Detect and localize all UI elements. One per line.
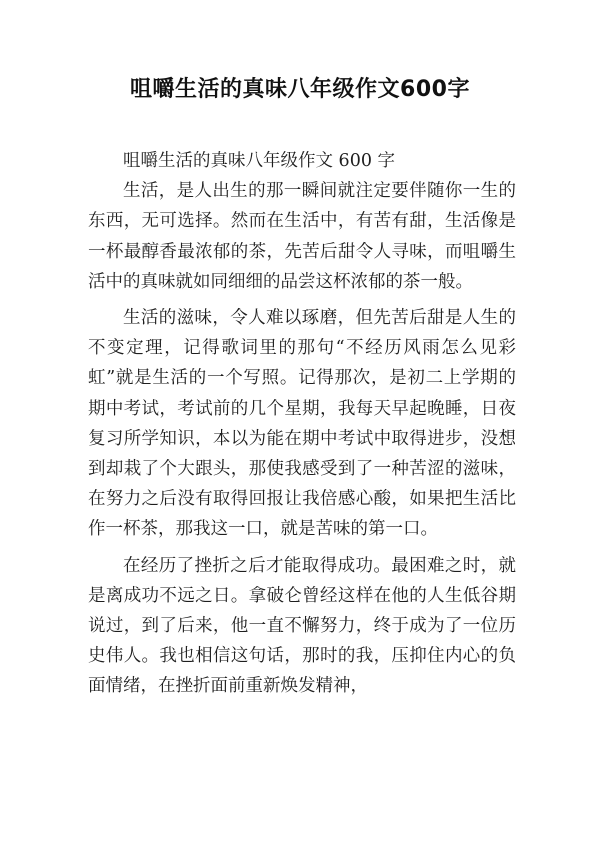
document-subtitle: 咀嚼生活的真味八年级作文 600 字 xyxy=(123,151,396,171)
paragraph: 生活，是人出生的那一瞬间就注定要伴随你一生的东西，无可选择。然而在生活中，有苦有甜，生活像是一杯最醇香最浓郁的茶，先苦后甜令人寻味，而咀嚼生活中的真味就如同细细的品尝这杯浓郁的茶一般。 xyxy=(88,181,516,292)
document-title: 咀嚼生活的真味八年级作文600字 xyxy=(130,77,470,102)
document-body xyxy=(88,146,516,708)
paragraph: 生活的滋味，令人难以琢磨，但先苦后甜是人生的不变定理，记得歌词里的那句“不经历风雨怎么见彩虹”就是生活的一个写照。记得那次，是初二上学期的期中考试，考试前的几个星期，我每天早起晚睡，日夜复习所学知识，本以为能在期中考试中取得进步，没想到却栽了个大跟头，那使我感受到了一种苦涩的滋味，在努力之后没有取得回报让我倍感心酸，如果把生活比作一杯茶，那我这一口，就是苦味的第一口。 xyxy=(88,308,516,540)
paragraph: 在经历了挫折之后才能取得成功。最困难之时，就是离成功不远之日。拿破仑曾经这样在他的人生低谷期说过，到了后来，他一直不懈努力，终于成为了一位历史伟人。我也相信这句话，那时的我，压抑住内心的负面情绪，在挫折面前重新焕发精神， xyxy=(88,555,516,697)
